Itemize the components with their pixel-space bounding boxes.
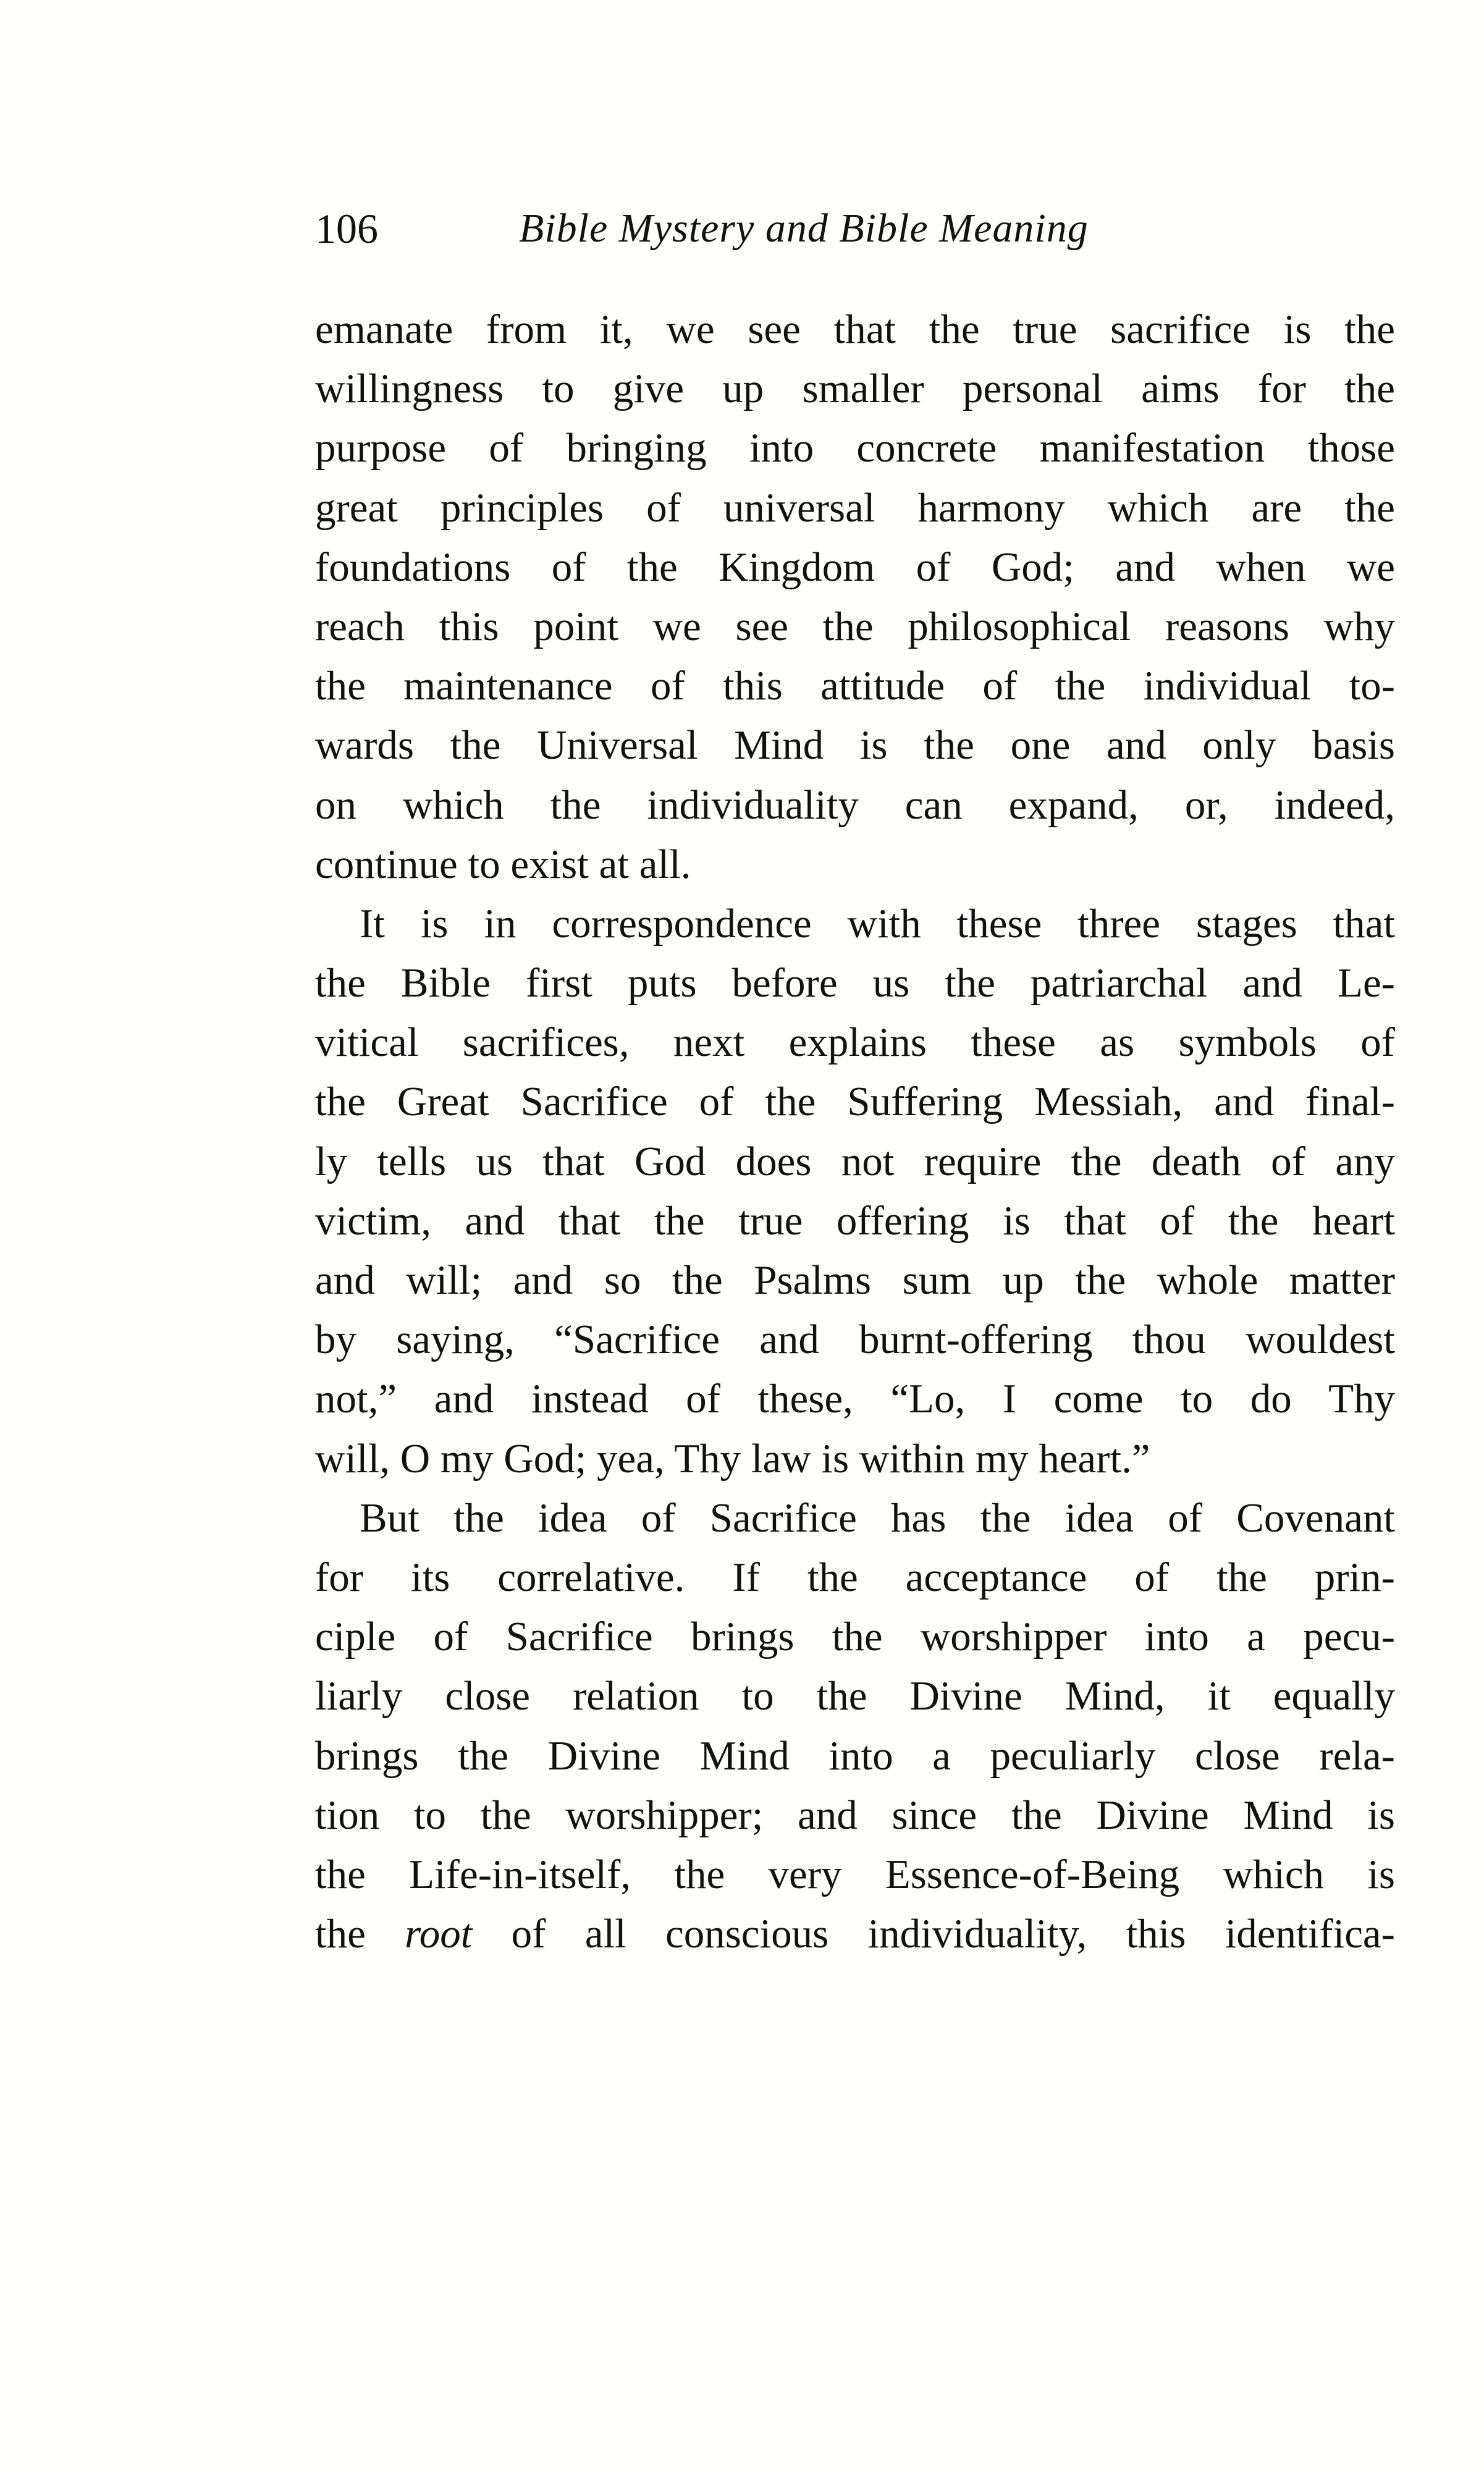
text-line: tion to the worshipper; and since the Divine Mind is xyxy=(315,1792,1395,1838)
text-line: willingness to give up smaller personal aims for the xyxy=(315,366,1395,412)
text-line: vitical sacrifices, next explains these as symbols of xyxy=(315,1019,1395,1066)
text-line: reach this point we see the philosophical reasons why xyxy=(315,603,1395,649)
text-line: wards the Universal Mind is the one and only basis xyxy=(315,722,1395,769)
body-text xyxy=(315,300,1395,1963)
final-text-line xyxy=(315,1904,1395,1963)
text-segment: of all conscious individuality, this identifica- xyxy=(472,1911,1395,1957)
text-line: foundations of the Kingdom of God; and when we xyxy=(315,544,1395,590)
text-line: purpose of bringing into concrete manifestation those xyxy=(315,425,1395,471)
text-line: ciple of Sacrifice brings the worshipper into a pecu- xyxy=(315,1614,1395,1660)
page-number: 106 xyxy=(315,205,378,252)
text-line: and will; and so the Psalms sum up the whole matter xyxy=(315,1257,1395,1303)
text-line: emanate from it, we see that the true sacrifice is the xyxy=(315,306,1395,352)
text-line: the Life-in-itself, the very Essence-of-Being which is xyxy=(315,1851,1395,1897)
paragraph-start-line: But the idea of Sacrifice has the idea of Covenant xyxy=(360,1495,1395,1541)
italic-word: root xyxy=(405,1911,473,1957)
text-line: by saying, “Sacrifice and burnt-offering thou wouldest xyxy=(315,1317,1395,1363)
text-line: ly tells us that God does not require the death of any xyxy=(315,1138,1395,1184)
text-line: liarly close relation to the Divine Mind, it equally xyxy=(315,1673,1395,1719)
text-line: for its correlative. If the acceptance of the prin- xyxy=(315,1554,1395,1600)
text-line: great principles of universal harmony which are the xyxy=(315,484,1395,531)
text-line: brings the Divine Mind into a peculiarly close rela- xyxy=(315,1732,1395,1779)
text-line: the Great Sacrifice of the Suffering Messiah, and final- xyxy=(315,1079,1395,1125)
text-line: on which the individuality can expand, or, indeed, xyxy=(315,782,1395,828)
paragraph-start-line: It is in correspondence with these three stages that xyxy=(360,900,1395,947)
paragraph-end-line: continue to exist at all. xyxy=(315,841,691,887)
text-line: the maintenance of this attitude of the individual to- xyxy=(315,663,1395,709)
text-line: the Bible first puts before us the patriarchal and Le- xyxy=(315,960,1395,1006)
text-segment: the xyxy=(315,1911,405,1957)
running-header xyxy=(315,201,1396,256)
text-line: victim, and that the true offering is that of the heart xyxy=(315,1197,1395,1244)
paragraph-end-line: will, O my God; yea, Thy law is within my heart.” xyxy=(315,1435,1150,1482)
running-title: Bible Mystery and Bible Meaning xyxy=(519,206,1089,251)
text-line: not,” and instead of these, “Lo, I come to do Thy xyxy=(315,1376,1395,1422)
